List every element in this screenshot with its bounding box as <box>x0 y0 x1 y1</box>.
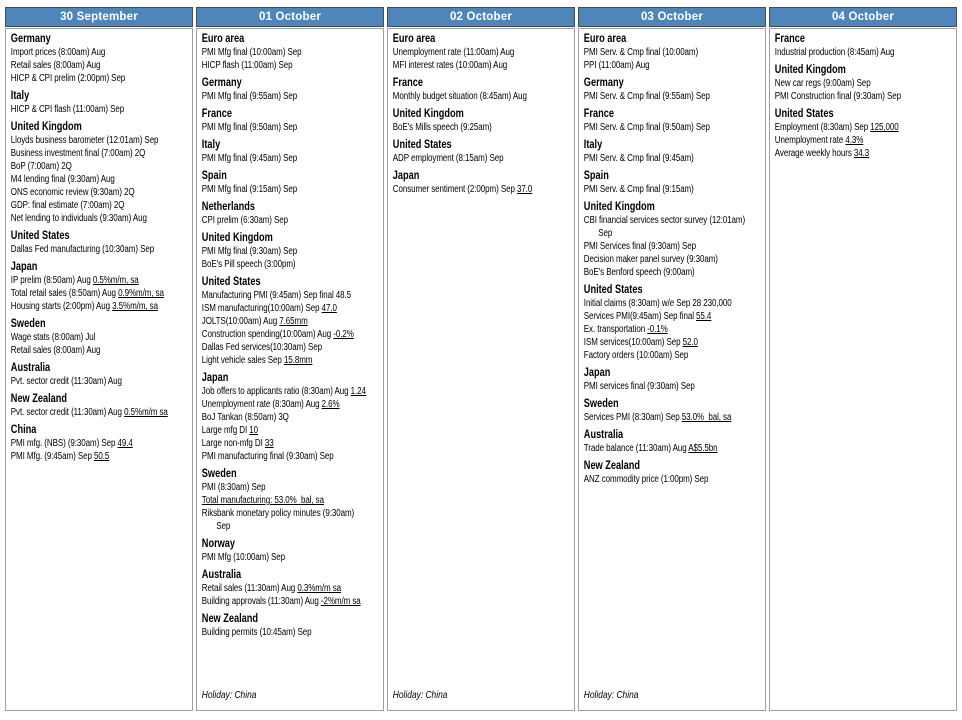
event-text: CPI prelim (6:30am) Sep <box>201 215 288 226</box>
country-group <box>202 608 378 639</box>
event-text: Retail sales (8:00am) Aug <box>10 345 101 356</box>
event-text: BoE's Mills speech (9:25am) <box>392 122 492 133</box>
country-header: Sweden <box>10 318 46 330</box>
date-header: 30 September <box>5 7 193 27</box>
event-text: Trade balance (11:30am) Aug <box>583 443 689 454</box>
event-text: Initial claims (8:30am) w/e Sep 28 230,000 <box>583 298 732 309</box>
event-text: Unemployment rate <box>774 135 846 146</box>
event-item-wrap: Sep <box>216 521 231 532</box>
day-events <box>769 28 957 711</box>
country-header: France <box>774 33 805 45</box>
day-column <box>5 7 193 711</box>
event-text: Services PMI (8:30am) Sep <box>583 412 682 423</box>
event-item <box>11 406 187 419</box>
event-text: Building approvals (11:30am) Aug <box>201 596 321 607</box>
event-item <box>202 411 378 424</box>
event-item <box>11 134 187 147</box>
event-item <box>11 274 187 287</box>
country-header: Norway <box>201 538 236 550</box>
event-item <box>584 240 760 253</box>
country-group <box>11 388 187 419</box>
event-text: PMI Mfg. (9:45am) Sep <box>10 451 94 462</box>
event-item <box>11 212 187 225</box>
event-item <box>11 186 187 199</box>
event-item <box>584 121 760 134</box>
event-item <box>393 90 569 103</box>
event-value: 53.0% bal, sa <box>681 412 732 423</box>
country-group <box>584 424 760 455</box>
country-header: Australia <box>583 429 624 441</box>
event-item <box>393 46 569 59</box>
country-group <box>11 256 187 313</box>
country-group <box>202 564 378 608</box>
event-text: Pvt. sector credit (11:30am) Aug <box>10 376 122 387</box>
country-header: Japan <box>392 170 420 182</box>
country-group <box>202 227 378 271</box>
event-text: Ex. transportation <box>583 324 648 335</box>
event-item-wrap: Sep <box>598 228 613 239</box>
day-events-content <box>770 29 956 710</box>
event-text: PMI Serv. & Cmp final (9:45am) <box>583 153 694 164</box>
event-item <box>11 437 187 450</box>
event-item <box>202 626 378 639</box>
day-column <box>769 7 957 711</box>
event-value: 34.3 <box>853 148 870 159</box>
country-group <box>202 463 378 533</box>
event-text: JOLTS(10:00am) Aug <box>201 316 280 327</box>
event-text: PMI Mfg final (9:55am) Sep <box>201 91 298 102</box>
event-value: 15.8mm <box>283 355 313 366</box>
event-text: ANZ commodity price (1:00pm) Sep <box>583 474 709 485</box>
event-text: HICP & CPI flash (11:00am) Sep <box>10 104 125 115</box>
country-group <box>11 419 187 463</box>
event-item <box>11 147 187 160</box>
event-item <box>202 152 378 165</box>
event-value: 33 <box>264 438 274 449</box>
event-text: PMI manufacturing final (9:30am) Sep <box>201 451 334 462</box>
country-group <box>11 116 187 225</box>
day-events <box>578 28 766 711</box>
country-group <box>393 72 569 103</box>
event-item <box>584 214 760 227</box>
event-text: Large mfg DI <box>201 425 250 436</box>
event-item <box>202 582 378 595</box>
country-header: Spain <box>583 170 609 182</box>
event-text: PMI Mfg final (9:45am) Sep <box>201 153 298 164</box>
event-text: ADP employment (8:15am) Sep <box>392 153 504 164</box>
event-item <box>202 302 378 315</box>
country-header: Euro area <box>392 33 436 45</box>
country-group <box>584 455 760 486</box>
event-item <box>584 183 760 196</box>
event-item <box>202 595 378 608</box>
event-item <box>775 134 951 147</box>
country-group <box>202 134 378 165</box>
event-text: IP prelim (8:50am) Aug <box>10 275 93 286</box>
event-item <box>584 473 760 486</box>
event-text: Pvt. sector credit (11:30am) Aug <box>10 407 125 418</box>
event-item <box>584 59 760 72</box>
event-text: PMI (8:30am) Sep <box>201 482 266 493</box>
event-value: 0.5%m/m sa <box>124 407 168 418</box>
country-header: United States <box>392 139 452 151</box>
event-item <box>11 300 187 313</box>
event-text: Riksbank monetary policy minutes (9:30am) <box>201 508 355 519</box>
date-header: 04 October <box>769 7 957 27</box>
event-text: HICP flash (11:00am) Sep <box>201 60 293 71</box>
country-header: United States <box>583 284 643 296</box>
event-value: 55.4 <box>696 311 712 322</box>
event-item <box>202 183 378 196</box>
event-item <box>202 315 378 328</box>
event-item <box>202 245 378 258</box>
country-header: Italy <box>10 90 30 102</box>
event-item <box>202 494 378 507</box>
event-item <box>202 481 378 494</box>
event-text: Housing starts (2:00pm) Aug <box>10 301 113 312</box>
country-header: Sweden <box>201 468 237 480</box>
event-value: 0.5%m/m, sa <box>92 275 139 286</box>
event-item <box>202 90 378 103</box>
country-group <box>11 85 187 116</box>
event-text: Unemployment rate (8:30am) Aug <box>201 399 322 410</box>
event-text: Dallas Fed manufacturing (10:30am) Sep <box>10 244 155 255</box>
country-group <box>775 59 951 103</box>
day-events-content <box>6 29 192 710</box>
event-item <box>584 380 760 393</box>
event-item <box>202 437 378 450</box>
country-header: Japan <box>583 367 611 379</box>
country-group <box>11 357 187 388</box>
country-header: United Kingdom <box>10 121 82 133</box>
event-item <box>11 173 187 186</box>
event-item <box>393 121 569 134</box>
event-text: Import prices (8:00am) Aug <box>10 47 106 58</box>
date-header: 03 October <box>578 7 766 27</box>
event-value: 52.0 <box>682 337 698 348</box>
event-text: PMI services final (9:30am) Sep <box>583 381 695 392</box>
event-value: 125,000 <box>870 122 899 133</box>
event-text: Total retail sales (8:50am) Aug <box>10 288 119 299</box>
country-group <box>584 362 760 393</box>
event-item <box>584 46 760 59</box>
event-value: 3.5%m/m, sa <box>112 301 158 312</box>
event-item <box>202 354 378 367</box>
event-item <box>202 398 378 411</box>
event-text: Decision maker panel survey (9:30am) <box>583 254 718 265</box>
event-text: Net lending to individuals (9:30am) Aug <box>10 213 147 224</box>
event-text: New car regs (9:00am) Sep <box>774 78 871 89</box>
event-item <box>775 46 951 59</box>
event-text: ONS economic review (9:30am) 2Q <box>10 187 135 198</box>
country-group <box>393 165 569 196</box>
event-text: Large non-mfg DI <box>201 438 265 449</box>
event-value: 2.6% <box>321 399 340 410</box>
country-header: Germany <box>583 77 624 89</box>
country-header: Sweden <box>583 398 619 410</box>
event-item <box>202 258 378 271</box>
country-header: New Zealand <box>201 613 259 625</box>
event-value: 49.4 <box>117 438 133 449</box>
country-header: United Kingdom <box>392 108 464 120</box>
event-item <box>584 90 760 103</box>
event-text: Dallas Fed services(10:30am) Sep <box>201 342 322 353</box>
event-item <box>584 323 760 336</box>
country-group <box>393 32 569 72</box>
event-text: ISM services(10:00am) Sep <box>583 337 683 348</box>
event-value: 0.3%m/m sa <box>297 583 341 594</box>
country-header: France <box>392 77 423 89</box>
event-text: PMI Serv. & Cmp final (10:00am) <box>583 47 699 58</box>
event-value: 4.3% <box>845 135 864 146</box>
day-events <box>387 28 575 711</box>
country-header: Australia <box>10 362 51 374</box>
event-text: M4 lending final (9:30am) Aug <box>10 174 115 185</box>
country-header: Japan <box>10 261 38 273</box>
event-item <box>11 160 187 173</box>
event-text: Consumer sentiment (2:00pm) Sep <box>392 184 517 195</box>
event-item <box>202 424 378 437</box>
event-text: PMI Services final (9:30am) Sep <box>583 241 697 252</box>
event-item <box>202 551 378 564</box>
event-item <box>584 349 760 362</box>
event-item <box>584 310 760 323</box>
event-text: Industrial production (8:45am) Aug <box>774 47 895 58</box>
event-value: 10 <box>249 425 258 436</box>
country-group <box>202 271 378 367</box>
country-group <box>202 103 378 134</box>
event-item <box>202 385 378 398</box>
event-item <box>775 77 951 90</box>
day-events <box>5 28 193 711</box>
event-text: Building permits (10:45am) Sep <box>201 627 312 638</box>
event-item <box>202 121 378 134</box>
event-value: 7.65mm <box>279 316 308 327</box>
event-text: Wage stats (8:00am) Jul <box>10 332 96 343</box>
event-text: PMI Mfg final (9:30am) Sep <box>201 246 298 257</box>
country-header: Netherlands <box>201 201 255 213</box>
event-text: Retail sales (8:00am) Aug <box>10 60 101 71</box>
day-column <box>387 7 575 711</box>
event-text: HICP & CPI prelim (2:00pm) Sep <box>10 73 126 84</box>
event-text: BoP (7:00am) 2Q <box>10 161 72 172</box>
country-group <box>202 367 378 463</box>
event-text: Unemployment rate (11:00am) Aug <box>392 47 515 58</box>
country-group <box>11 32 187 85</box>
country-header: Spain <box>201 170 227 182</box>
event-value: -0.2% <box>333 329 354 340</box>
event-item <box>775 121 951 134</box>
event-item <box>202 450 378 463</box>
event-text: Monthly budget situation (8:45am) Aug <box>392 91 527 102</box>
event-item <box>584 336 760 349</box>
event-value: 50.5 <box>93 451 110 462</box>
event-item <box>11 59 187 72</box>
country-header: France <box>583 108 614 120</box>
country-group <box>584 196 760 279</box>
country-group <box>393 134 569 165</box>
country-group <box>775 32 951 59</box>
country-header: United States <box>201 276 261 288</box>
event-item <box>11 199 187 212</box>
event-text: BoE's Benford speech (9:00am) <box>583 267 695 278</box>
event-value: Total manufacturing: 53.0% bal, sa <box>201 495 324 506</box>
event-text: PPI (11:00am) Aug <box>583 60 650 71</box>
event-text: BoE's Pill speech (3:00pm) <box>201 259 296 270</box>
event-item <box>775 147 951 160</box>
day-events-content <box>388 29 574 710</box>
event-text: GDP: final estimate (7:00am) 2Q <box>10 200 125 211</box>
country-header: New Zealand <box>583 460 641 472</box>
country-header: New Zealand <box>10 393 68 405</box>
event-value: A$5.5bn <box>688 443 718 454</box>
day-column <box>578 7 766 711</box>
event-item <box>584 253 760 266</box>
country-group <box>393 103 569 134</box>
event-text: Services PMI(9:45am) Sep final <box>583 311 697 322</box>
country-header: Japan <box>201 372 229 384</box>
country-header: China <box>10 424 37 436</box>
country-header: Euro area <box>201 33 245 45</box>
event-item <box>584 266 760 279</box>
event-item <box>11 344 187 357</box>
event-text: PMI Serv. & Cmp final (9:50am) Sep <box>583 122 710 133</box>
event-text: PMI Construction final (9:30am) Sep <box>774 91 901 102</box>
country-header: United Kingdom <box>583 201 655 213</box>
event-item <box>11 450 187 463</box>
event-text: MFI interest rates (10:00am) Aug <box>392 60 508 71</box>
day-events <box>196 28 384 711</box>
event-item <box>11 243 187 256</box>
event-text: Job offers to applicants ratio (8:30am) Aug <box>201 386 351 397</box>
country-header: United Kingdom <box>774 64 846 76</box>
holiday-note: Holiday: China <box>392 689 448 701</box>
event-value: 37.0 <box>516 184 533 195</box>
event-text: Average weekly hours <box>774 148 854 159</box>
event-item <box>393 183 569 196</box>
country-header: France <box>201 108 232 120</box>
event-item <box>202 289 378 302</box>
event-item <box>202 341 378 354</box>
event-text: Employment (8:30am) Sep <box>774 122 871 133</box>
event-item <box>393 152 569 165</box>
country-header: Italy <box>583 139 603 151</box>
event-item <box>584 297 760 310</box>
country-header: Euro area <box>583 33 627 45</box>
event-text: PMI Mfg final (10:00am) Sep <box>201 47 302 58</box>
event-value: -0.1% <box>647 324 668 335</box>
event-item <box>584 152 760 165</box>
country-group <box>584 72 760 103</box>
holiday-note: Holiday: China <box>201 689 257 701</box>
event-text: PMI Mfg (10:00am) Sep <box>201 552 286 563</box>
country-group <box>202 165 378 196</box>
event-text: PMI mfg. (NBS) (9:30am) Sep <box>10 438 118 449</box>
event-value: 1.24 <box>350 386 366 397</box>
event-item <box>11 46 187 59</box>
holiday-note: Holiday: China <box>583 689 639 701</box>
event-item <box>775 90 951 103</box>
day-events-content <box>197 29 383 710</box>
country-group <box>11 225 187 256</box>
date-header: 01 October <box>196 7 384 27</box>
event-text: Construction spending(10:00am) Aug <box>201 329 334 340</box>
event-item <box>11 287 187 300</box>
country-header: Italy <box>201 139 221 151</box>
country-group <box>584 279 760 362</box>
event-text: PMI Mfg final (9:50am) Sep <box>201 122 298 133</box>
country-header: United Kingdom <box>201 232 273 244</box>
event-text: PMI Serv. & Cmp final (9:55am) Sep <box>583 91 710 102</box>
country-group <box>775 103 951 160</box>
country-group <box>202 196 378 227</box>
event-text: Factory orders (10:00am) Sep <box>583 350 689 361</box>
event-item <box>11 375 187 388</box>
event-item <box>584 442 760 455</box>
event-text: Business investment final (7:00am) 2Q <box>10 148 146 159</box>
event-text: Manufacturing PMI (9:45am) Sep final 48.5 <box>201 290 352 301</box>
country-header: Australia <box>201 569 242 581</box>
country-header: United States <box>774 108 834 120</box>
country-header: Germany <box>201 77 242 89</box>
event-item <box>11 103 187 116</box>
event-text: BoJ Tankan (8:50am) 3Q <box>201 412 289 423</box>
event-text: PMI Serv. & Cmp final (9:15am) <box>583 184 694 195</box>
event-value: 47.0 <box>321 303 337 314</box>
event-item <box>393 59 569 72</box>
event-item <box>584 411 760 424</box>
country-group <box>202 32 378 72</box>
country-group <box>584 32 760 72</box>
event-item <box>202 507 378 520</box>
country-group <box>584 134 760 165</box>
event-item <box>202 46 378 59</box>
country-group <box>202 72 378 103</box>
country-header: United States <box>10 230 70 242</box>
day-column <box>196 7 384 711</box>
country-group <box>584 165 760 196</box>
event-text: Light vehicle sales Sep <box>201 355 284 366</box>
economic-calendar <box>5 7 957 711</box>
country-group <box>202 533 378 564</box>
event-text: ISM manufacturing(10:00am) Sep <box>201 303 322 314</box>
event-text: PMI Mfg final (9:15am) Sep <box>201 184 298 195</box>
event-item <box>202 214 378 227</box>
date-header: 02 October <box>387 7 575 27</box>
event-item <box>202 59 378 72</box>
event-value: -2%m/m sa <box>320 596 361 607</box>
event-item <box>202 328 378 341</box>
event-text: Retail sales (11:30am) Aug <box>201 583 298 594</box>
event-text: CBI financial services sector survey (12:01am) <box>583 215 746 226</box>
country-group <box>584 103 760 134</box>
country-header: Germany <box>10 33 51 45</box>
event-item <box>11 331 187 344</box>
day-events-content <box>579 29 765 710</box>
country-group <box>11 313 187 357</box>
event-value: 0.9%m/m, sa <box>118 288 164 299</box>
event-item <box>11 72 187 85</box>
event-text: Lloyds business barometer (12:01am) Sep <box>10 135 159 146</box>
country-group <box>584 393 760 424</box>
